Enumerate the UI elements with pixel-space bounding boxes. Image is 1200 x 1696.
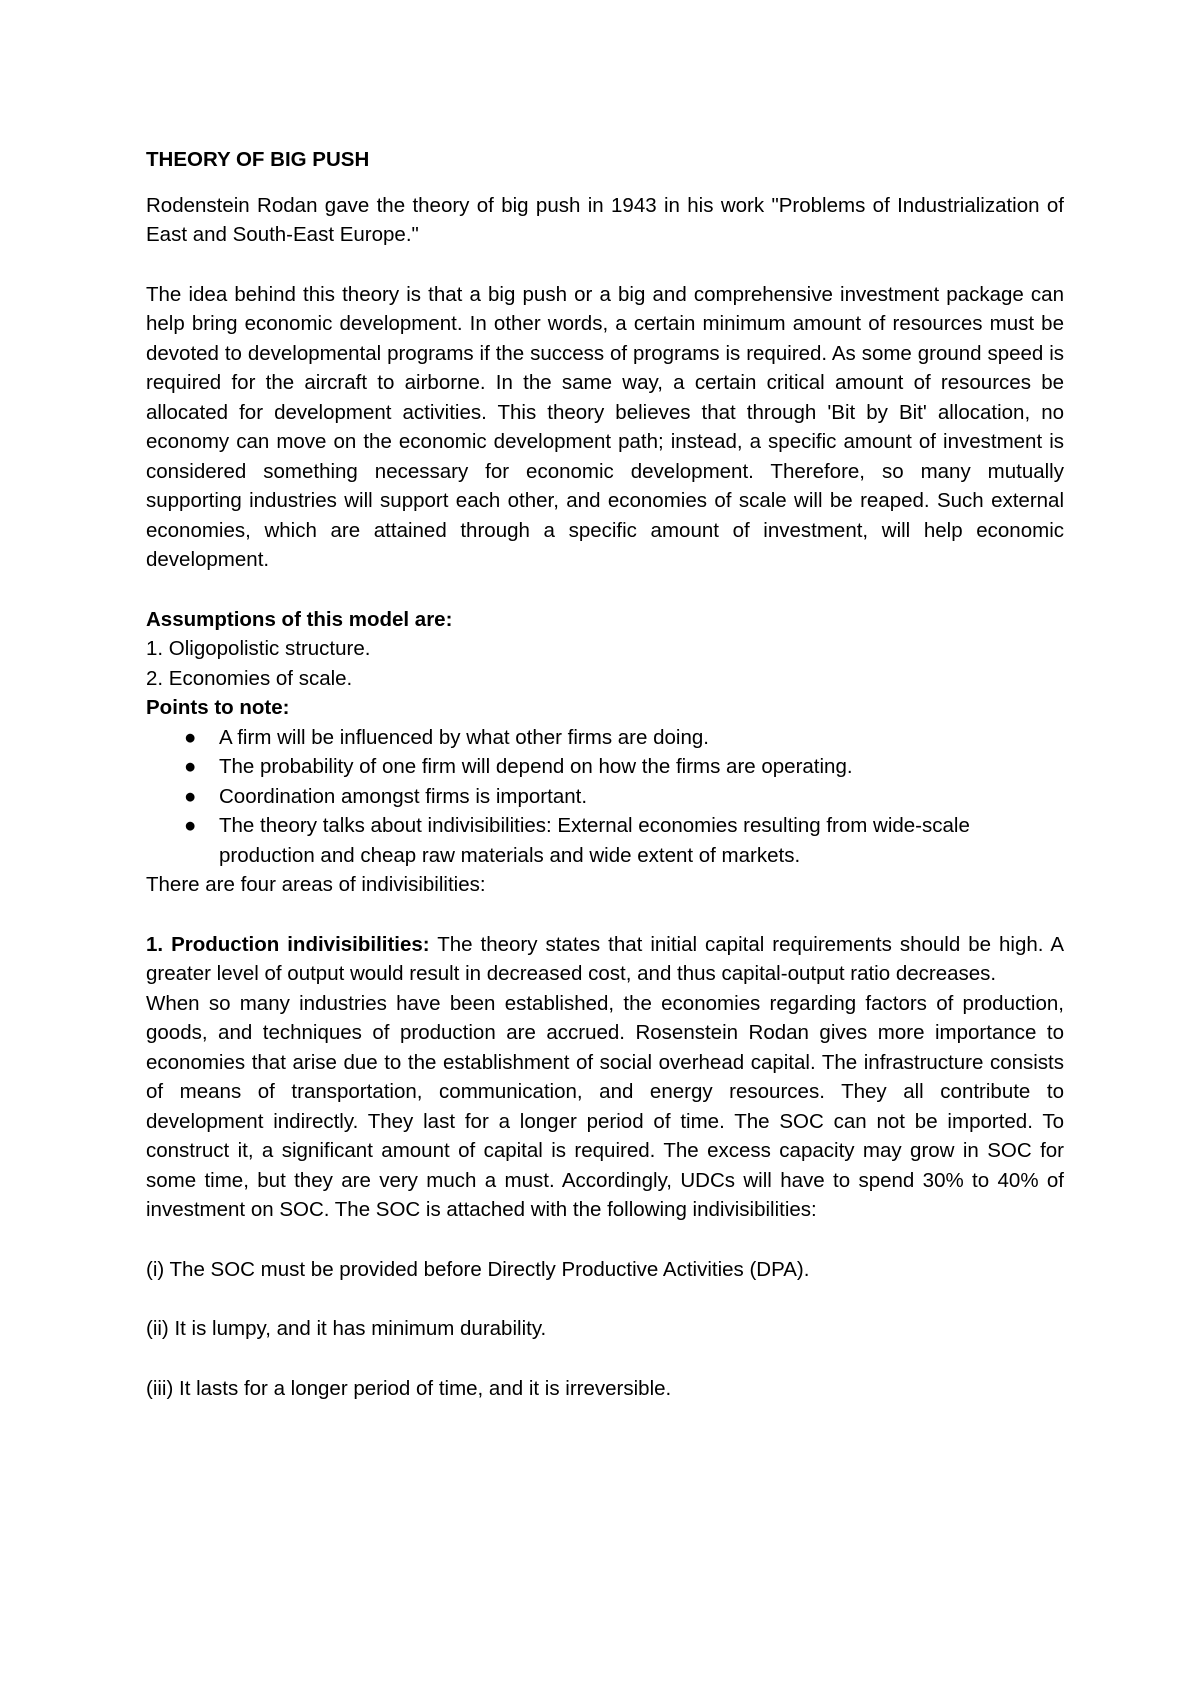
point-text: The probability of one firm will depend on how the firms are operating. xyxy=(219,755,853,778)
points-list xyxy=(146,723,1064,871)
points-list-item xyxy=(146,782,1064,812)
points-heading: Points to note: xyxy=(146,696,290,719)
document-page xyxy=(146,145,1064,1403)
production-paragraph xyxy=(146,930,1064,989)
production-text: The theory states that initial capital requirements should be high. A greater level of output would result in decreased cost, and thus capital-output ratio decreases. xyxy=(146,932,1064,985)
point-text: Coordination amongst firms is important. xyxy=(219,784,588,808)
idea-paragraph: The idea behind this theory is that a big push or a big and comprehensive investment package can help bring economic development. In other words, a certain minimum amount of resources must be devoted to developmental programs if the success of programs is required. As some ground speed is required for the aircraft to airborne. In the same way, a certain critical amount of resources be allocated for development activities. This theory believes that through 'Bit by Bit' allocation, no economy can move on the economic development path; instead, a specific amount of investment is considered something necessary for economic development. Therefore, so many mutually supporting industries will support each other, and economies of scale will be reaped. Such external economies, which are attained through a specific amount of investment, will help economic development. xyxy=(146,282,1064,571)
points-list-item xyxy=(146,752,1064,782)
points-list-item xyxy=(146,811,1064,870)
assumptions-heading: Assumptions of this model are: xyxy=(146,607,453,631)
assumption-item: 1. Oligopolistic structure. xyxy=(146,637,371,660)
document-title: THEORY OF BIG PUSH xyxy=(146,148,370,171)
point-text: The theory talks about indivisibilities: External economies resulting from wide-scale production and cheap raw materials and wide extent of markets. xyxy=(219,814,970,867)
bullet-icon: ● xyxy=(184,725,197,749)
assumptions-list xyxy=(146,634,1064,693)
soc-item: (i) The SOC must be provided before Directly Productive Activities (DPA). xyxy=(146,1257,810,1281)
bullet-icon: ● xyxy=(184,755,197,778)
points-list-item xyxy=(146,723,1064,753)
soc-item: (ii) It is lumpy, and it has minimum durability. xyxy=(146,1317,547,1340)
production-continued-paragraph: When so many industries have been established, the economies regarding factors of production, goods, and techniques of production are accrued. Rosenstein Rodan gives more importance to economies that arise due to the establishment of social overhead capital. The infrastructure consists of means of transportation, communication, and energy resources. They all contribute to development indirectly. They last for a longer period of time. The SOC can not be imported. To construct it, a significant amount of capital is required. The excess capacity may grow in SOC for some time, but they are very much a must. Accordingly, UDCs will have to spend 30% to 40% of investment on SOC. The SOC is attached with the following indivisibilities: xyxy=(146,991,1064,1221)
bullet-icon: ● xyxy=(184,784,197,808)
point-text: A firm will be influenced by what other firms are doing. xyxy=(219,725,709,749)
soc-item: (iii) It lasts for a longer period of time, and it is irreversible. xyxy=(146,1376,672,1400)
intro-paragraph: Rodenstein Rodan gave the theory of big push in 1943 in his work "Problems of Industrialization of East and South-East Europe." xyxy=(146,193,1064,246)
bullet-icon: ● xyxy=(184,814,197,837)
production-label: 1. Production indivisibilities: xyxy=(146,932,430,956)
assumption-item: 2. Economies of scale. xyxy=(146,666,353,690)
areas-intro: There are four areas of indivisibilities: xyxy=(146,873,486,896)
